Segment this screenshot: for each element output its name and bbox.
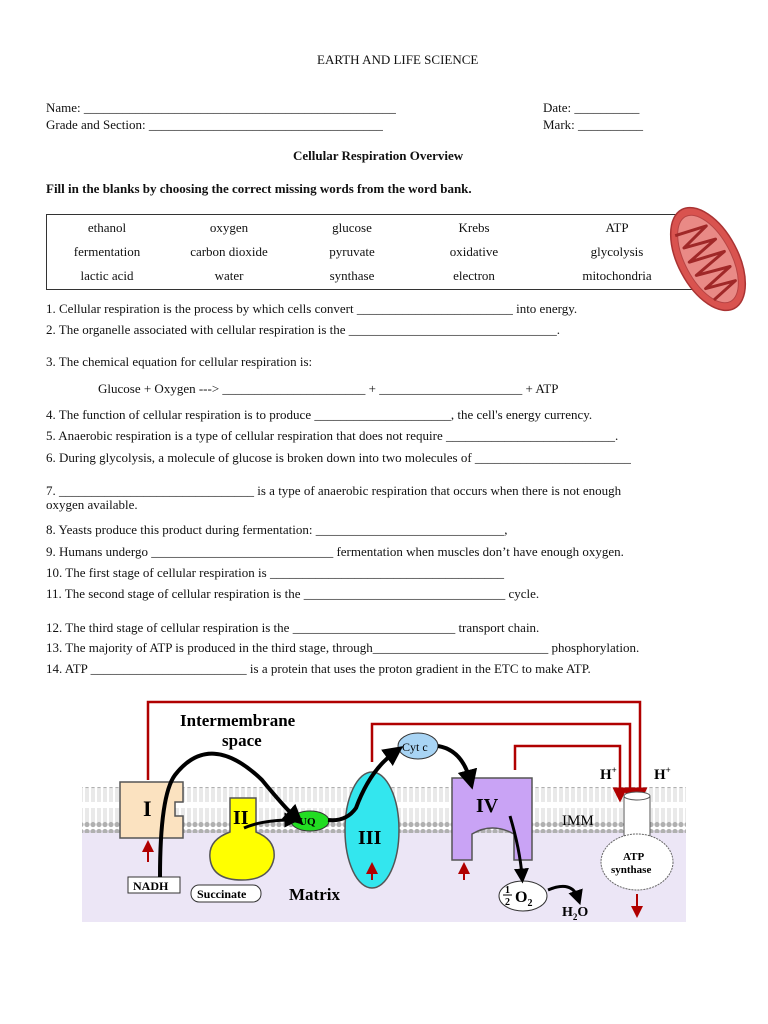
word-bank-item: electron: [453, 268, 495, 283]
mitochondrion-illustration: [660, 198, 756, 320]
word-bank-item: carbon dioxide: [190, 244, 268, 259]
mark-field[interactable]: Mark: __________: [543, 117, 644, 132]
question-12: 12. The third stage of cellular respiration is the _________________________ transport chain.: [46, 620, 540, 635]
h-plus-right: H+: [654, 765, 671, 783]
word-bank-item: oxidative: [449, 244, 499, 259]
o2-denominator: 2: [505, 897, 510, 908]
uq-label: UQ: [299, 816, 316, 828]
question-3: 3. The chemical equation for cellular respiration is:: [46, 354, 313, 369]
word-bank-item: fermentation: [73, 244, 141, 259]
imm-label: IMM: [562, 813, 594, 829]
intermembrane-label: Intermembrane: [180, 711, 296, 730]
word-bank-item: water: [214, 268, 244, 283]
complex-iii-label: III: [358, 827, 382, 849]
etc-diagram: [0, 690, 768, 950]
succinate-label: Succinate: [197, 887, 247, 901]
question-8: 8. Yeasts produce this product during fermentation: _____________________________,: [46, 522, 508, 537]
question-11: 11. The second stage of cellular respiration is the _______________________________ cycle.: [46, 586, 540, 601]
question-7: 7. ______________________________ is a type of anaerobic respiration that occurs when there is not enough: [46, 483, 622, 498]
matrix-label: Matrix: [289, 885, 340, 904]
question-14: 14. ATP ________________________ is a protein that uses the proton gradient in the ETC to make ATP.: [46, 661, 591, 676]
h2o-label: $H_2O$: [562, 905, 589, 922]
complex-iv-label: IV: [476, 795, 499, 817]
h-plus-left: H+: [600, 765, 617, 783]
page-title: Cellular Respiration Overview: [293, 148, 464, 163]
o2-label: $O_2$: [515, 889, 533, 909]
question-10: 10. The first stage of cellular respiration is ____________________________________: [46, 565, 504, 580]
o2-numerator: 1: [505, 885, 510, 896]
complex-i-label: I: [143, 796, 152, 821]
word-bank-item: ATP: [605, 220, 629, 235]
word-bank-item: pyruvate: [329, 244, 375, 259]
word-bank-item: glucose: [332, 220, 372, 235]
question-7-cont: oxygen available.: [46, 497, 138, 512]
question-13: 13. The majority of ATP is produced in the third stage, through___________________________ phosphorylation.: [46, 640, 640, 655]
date-field[interactable]: Date: __________: [543, 100, 640, 115]
question-3-equation: Glucose + Oxygen ---> ______________________ + ______________________ + ATP: [98, 381, 559, 396]
atp-synthase-label-1: ATP: [623, 851, 645, 863]
electron-flow-cytc: [438, 746, 470, 780]
word-bank-item: ethanol: [87, 220, 127, 235]
question-9: 9. Humans undergo ____________________________ fermentation when muscles don’t have enough oxygen.: [46, 544, 624, 559]
complex-ii-label: II: [233, 807, 249, 829]
word-bank-item: lactic acid: [80, 268, 134, 283]
cytc-label: Cyt c: [402, 740, 428, 754]
word-bank-item: Krebs: [458, 220, 490, 235]
space-label: space: [222, 731, 262, 750]
word-bank: [46, 214, 700, 290]
question-1: 1. Cellular respiration is the process by which cells convert ________________________ into energy.: [46, 301, 578, 316]
nadh-label: NADH: [133, 879, 169, 893]
word-bank-item: mitochondria: [582, 268, 652, 283]
question-2: 2. The organelle associated with cellular respiration is the ________________________________.: [46, 322, 561, 337]
question-5: 5. Anaerobic respiration is a type of cellular respiration that does not require __________________________.: [46, 428, 619, 443]
atp-synthase-label-2: synthase: [611, 864, 652, 876]
word-bank-item: glycolysis: [590, 244, 644, 259]
word-bank-item: synthase: [329, 268, 375, 283]
question-6: 6. During glycolysis, a molecule of glucose is broken down into two molecules of ________________________: [46, 450, 631, 465]
name-field[interactable]: Name: ________________________________________________: [46, 100, 396, 115]
instructions: Fill in the blanks by choosing the correct missing words from the word bank.: [46, 181, 472, 196]
word-bank-item: oxygen: [209, 220, 249, 235]
grade-section-field[interactable]: Grade and Section: ____________________________________: [46, 117, 383, 132]
question-4: 4. The function of cellular respiration is to produce _____________________, the cell's energy currency.: [46, 407, 593, 422]
subject-heading: EARTH AND LIFE SCIENCE: [317, 52, 479, 67]
